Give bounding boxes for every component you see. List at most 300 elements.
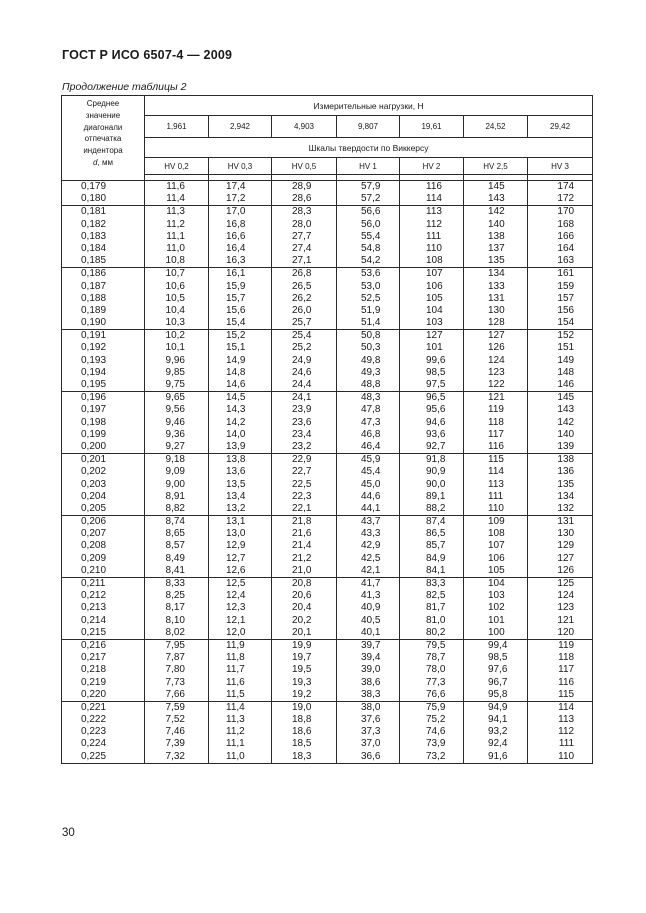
hardness-cell [464,206,528,268]
hardness-value: 123 [557,602,575,614]
hardness-value: 22,9 [292,454,312,466]
hardness-value: 7,59 [165,701,185,713]
hardness-value: 126 [557,564,575,576]
hardness-value: 136 [557,466,575,478]
table-row-group [62,268,593,330]
scale-label: HV 0,3 [209,158,272,175]
hardness-value: 117 [488,428,504,440]
hardness-value: 130 [557,528,575,540]
hardness-value: 87,4 [426,516,446,528]
hardness-value: 8,49 [165,552,185,564]
hardness-value: 14,8 [226,366,246,378]
diagonal-cell [62,268,145,330]
hardness-value: 118 [558,652,575,664]
hardness-value: 114 [426,193,442,205]
hardness-value: 13,1 [226,516,246,528]
hardness-value: 11,8 [226,652,245,664]
hardness-value: 48,3 [361,392,381,404]
hardness-value: 42,5 [361,552,381,564]
hardness-value: 40,5 [361,614,381,626]
hardness-value: 90,9 [426,466,446,478]
document-title: ГОСТ Р ИСО 6507-4 — 2009 [62,48,233,62]
hardness-value: 9,75 [165,379,185,390]
hardness-value: 20,4 [292,602,312,614]
diagonal-value: 0,218 [81,664,107,676]
hardness-value: 78,0 [426,664,446,676]
hardness-value: 56,0 [361,218,381,230]
hardness-value: 37,0 [361,738,381,750]
hardness-value: 156 [557,304,575,316]
hardness-value: 94,1 [488,714,508,726]
diagonal-value: 0,202 [81,466,107,478]
hardness-value: 44,6 [361,490,381,502]
diagonal-value: 0,198 [81,416,107,428]
hardness-value: 7,32 [165,750,185,762]
hardness-value: 10,7 [165,268,185,280]
hardness-value: 174 [557,181,575,192]
hardness-cell [272,454,337,516]
hardness-cell [464,454,528,516]
hardness-value: 42,1 [361,564,381,576]
hardness-value: 46,4 [361,440,381,452]
hardness-cell [209,639,272,701]
hardness-value: 10,2 [165,330,185,342]
table-row-group [62,516,593,578]
hardness-value: 45,9 [361,454,381,466]
hardness-value: 8,82 [165,502,185,514]
hardness-cell [528,206,593,268]
diagonal-value: 0,211 [81,578,106,589]
hardness-value: 12,7 [226,552,246,564]
hardness-value: 9,27 [165,440,185,452]
hardness-value: 11,0 [226,750,245,762]
hardness-value: 109 [488,516,505,528]
hardness-value: 105 [488,564,505,576]
hardness-value: 12,1 [226,614,246,626]
hardness-value: 93,6 [426,428,446,440]
hardness-value: 95,8 [488,688,508,700]
hardness-value: 27,1 [292,255,312,267]
hardness-value: 54,2 [361,255,381,267]
hardness-value: 52,5 [361,292,381,304]
hardness-cell [528,268,593,330]
hardness-value: 159 [557,280,575,292]
hardness-value: 38,3 [361,688,381,700]
hardness-value: 135 [488,255,505,267]
hardness-value: 121 [488,392,505,404]
hardness-value: 26,8 [292,268,312,280]
hardness-value: 84,9 [426,552,446,564]
hardness-value: 73,2 [426,750,446,762]
hardness-table [61,95,593,764]
hardness-value: 50,3 [361,342,381,354]
hardness-value: 13,5 [226,478,246,490]
hardness-value: 22,3 [292,490,312,502]
hardness-value: 132 [557,502,575,514]
hardness-value: 172 [557,193,575,205]
hardness-value: 15,9 [226,280,246,292]
hardness-value: 81,7 [426,602,446,614]
hardness-value: 22,5 [292,478,312,490]
hardness-cell [528,454,593,516]
hardness-value: 49,3 [361,366,381,378]
diagonal-value: 0,195 [81,379,107,390]
diagonal-value: 0,190 [81,317,107,329]
hardness-cell [528,181,593,206]
diagonal-cell [62,181,145,206]
diagonal-column-header: Среднее значение диагонали отпечатка индентора d, мм [62,96,145,181]
hardness-cell [209,330,272,392]
hardness-cell [272,639,337,701]
hardness-value: 18,8 [292,714,312,726]
hardness-value: 103 [488,590,505,602]
hardness-value: 8,91 [165,490,185,502]
diagonal-value: 0,204 [81,490,107,502]
hardness-value: 41,7 [361,578,381,589]
hardness-value: 9,96 [165,354,185,366]
hardness-value: 146 [557,379,575,390]
hardness-value: 107 [488,540,505,552]
hardness-value: 90,0 [426,478,446,490]
hardness-value: 49,8 [361,354,381,366]
hardness-value: 15,1 [226,342,246,354]
hardness-value: 23,2 [292,440,312,452]
hardness-cell [337,181,400,206]
hardness-value: 140 [557,428,575,440]
hardness-value: 16,8 [226,218,246,230]
hardness-value: 119 [488,404,504,416]
hardness-value: 143 [488,193,505,205]
hardness-value: 96,5 [426,392,446,404]
hardness-value: 28,6 [292,193,312,205]
diagonal-value: 0,193 [81,354,107,366]
hardness-value: 84,1 [426,564,446,576]
hardness-value: 8,33 [165,578,185,589]
hardness-value: 120 [557,626,575,638]
hardness-value: 17,4 [226,181,246,192]
hardness-value: 41,3 [361,590,381,602]
hardness-cell [209,206,272,268]
hardness-value: 127 [557,552,575,564]
diagonal-value: 0,206 [81,516,107,528]
diagonal-value: 0,185 [81,255,107,267]
diagonal-value: 0,200 [81,440,107,452]
hardness-value: 19,9 [292,639,312,651]
hardness-cell [272,330,337,392]
hardness-value: 38,6 [361,676,381,688]
hardness-value: 101 [426,342,443,354]
hardness-value: 10,3 [165,317,185,329]
diagonal-cell [62,516,145,578]
table-row-group [62,454,593,516]
diagonal-value: 0,215 [81,626,107,638]
load-value: 9,807 [337,116,400,138]
table-row-group [62,181,593,206]
diagonal-value: 0,181 [81,206,107,218]
hardness-value: 83,3 [426,578,446,589]
hardness-value: 145 [488,181,505,192]
hardness-value: 38,0 [361,701,381,713]
hardness-cell [272,701,337,763]
hardness-value: 103 [426,317,443,329]
hardness-value: 50,8 [361,330,381,342]
hardness-value: 166 [557,230,575,242]
hardness-value: 43,3 [361,528,381,540]
hardness-cell [464,516,528,578]
hardness-value: 19,5 [292,664,312,676]
hardness-cell [400,516,464,578]
hardness-value: 27,4 [292,242,312,254]
hardness-value: 47,3 [361,416,381,428]
hardness-value: 124 [488,354,505,366]
hardness-value: 11,1 [166,230,185,242]
hardness-value: 18,3 [292,750,312,762]
hardness-cell [272,268,337,330]
hardness-value: 57,9 [361,181,381,192]
diagonal-value: 0,187 [81,280,107,292]
hardness-cell [145,268,209,330]
hardness-value: 21,6 [292,528,312,540]
hardness-value: 21,4 [292,540,312,552]
hardness-value: 11,2 [226,726,245,738]
hardness-value: 126 [488,342,505,354]
loads-header: Измерительные нагрузки, Н [145,96,593,116]
hardness-value: 152 [557,330,575,342]
hardness-value: 7,80 [165,664,185,676]
hardness-value: 14,9 [226,354,246,366]
hardness-value: 88,2 [426,502,446,514]
hardness-value: 12,0 [226,626,246,638]
table-row-group [62,578,593,640]
hardness-value: 28,0 [292,218,312,230]
diagonal-value: 0,210 [81,564,107,576]
scale-label: HV 2 [400,158,464,175]
hardness-value: 8,74 [165,516,185,528]
scale-label: HV 2,5 [464,158,528,175]
hardness-cell [209,181,272,206]
hardness-value: 137 [488,242,505,254]
hardness-value: 127 [426,330,443,342]
hardness-value: 104 [488,578,505,589]
hardness-value: 13,4 [226,490,246,502]
hardness-value: 142 [557,416,575,428]
hardness-cell [272,206,337,268]
hardness-value: 92,4 [488,738,508,750]
hardness-value: 13,8 [226,454,246,466]
hardness-value: 11,0 [166,242,185,254]
load-value: 19,61 [400,116,464,138]
diagonal-value: 0,205 [81,502,107,514]
diagonal-value: 0,209 [81,552,107,564]
diagonal-cell [62,330,145,392]
hardness-value: 114 [488,466,504,478]
hardness-value: 26,0 [292,304,312,316]
hardness-value: 95,6 [426,404,446,416]
hardness-value: 9,18 [165,454,185,466]
hardness-cell [272,516,337,578]
hardness-value: 11,3 [166,206,185,218]
hardness-cell [337,701,400,763]
hardness-value: 124 [557,590,575,602]
diagonal-value: 0,207 [81,528,107,540]
diagonal-value: 0,191 [81,330,107,342]
hardness-value: 75,2 [426,714,446,726]
diagonal-value: 0,222 [81,714,107,726]
hardness-cell [209,516,272,578]
hardness-value: 8,65 [165,528,185,540]
hardness-cell [145,206,209,268]
hardness-cell [272,181,337,206]
diagonal-value: 0,203 [81,478,107,490]
hardness-cell [528,578,593,640]
hardness-value: 154 [557,317,575,329]
table-row-group [62,206,593,268]
diagonal-value: 0,194 [81,366,107,378]
hardness-value: 51,4 [361,317,381,329]
hardness-value: 142 [488,206,505,218]
hardness-value: 157 [557,292,575,304]
hardness-value: 104 [426,304,443,316]
hardness-value: 10,5 [165,292,185,304]
hardness-value: 14,2 [226,416,246,428]
hardness-value: 7,66 [165,688,185,700]
hardness-value: 13,2 [226,502,246,514]
hardness-value: 131 [557,516,575,528]
hardness-cell [528,701,593,763]
hardness-value: 10,6 [165,280,185,292]
hardness-value: 9,36 [165,428,185,440]
hardness-value: 14,5 [226,392,246,404]
hardness-value: 75,9 [426,701,446,713]
diagonal-value: 0,214 [81,614,107,626]
hardness-value: 24,9 [292,354,312,366]
hardness-value: 11,9 [226,639,245,651]
hardness-value: 11,1 [226,738,245,750]
hardness-value: 10,8 [165,255,185,267]
hardness-value: 24,4 [292,379,312,390]
diagonal-cell [62,206,145,268]
hardness-value: 74,6 [426,726,446,738]
hardness-cell [145,516,209,578]
hardness-value: 16,3 [226,255,246,267]
diagonal-value: 0,216 [81,639,107,651]
hardness-value: 82,5 [426,590,446,602]
hardness-cell [145,392,209,454]
hardness-cell [464,181,528,206]
hardness-value: 164 [557,242,575,254]
table-row-group [62,392,593,454]
hardness-value: 116 [488,440,504,452]
hardness-value: 56,6 [361,206,381,218]
hardness-value: 27,7 [292,230,312,242]
hardness-value: 45,0 [361,478,381,490]
hardness-value: 111 [488,490,504,502]
diagonal-value: 0,213 [81,602,107,614]
hardness-value: 110 [558,750,575,762]
hardness-cell [209,392,272,454]
load-value: 24,52 [464,116,528,138]
hardness-value: 76,6 [426,688,446,700]
table-row-group [62,330,593,392]
hardness-value: 102 [488,602,505,614]
diagonal-value: 0,186 [81,268,107,280]
diagonal-value: 0,196 [81,392,107,404]
hardness-cell [528,639,593,701]
diagonal-cell [62,454,145,516]
hardness-value: 20,1 [292,626,312,638]
scale-label: HV 1 [337,158,400,175]
hardness-value: 139 [557,440,575,452]
hardness-value: 9,00 [165,478,185,490]
hardness-value: 21,8 [292,516,312,528]
hardness-value: 25,2 [292,342,312,354]
hardness-value: 11,6 [166,181,185,192]
hardness-value: 12,6 [226,564,246,576]
hardness-value: 125 [557,578,575,589]
hardness-value: 8,17 [165,602,185,614]
hardness-cell [400,454,464,516]
diagonal-value: 0,183 [81,230,107,242]
hardness-value: 12,9 [226,540,246,552]
hardness-value: 96,7 [488,676,508,688]
hardness-cell [337,330,400,392]
hardness-value: 148 [557,366,575,378]
hardness-value: 131 [488,292,505,304]
load-value: 29,42 [528,116,593,138]
hardness-value: 19,0 [292,701,312,713]
hardness-value: 18,6 [292,726,312,738]
hardness-value: 11,7 [226,664,245,676]
hardness-value: 36,6 [361,750,381,762]
hardness-cell [145,454,209,516]
hardness-value: 113 [426,206,442,218]
scales-header: Шкалы твердости по Виккерсу [145,138,593,158]
hardness-cell [145,701,209,763]
hardness-value: 17,0 [226,206,246,218]
hardness-value: 8,41 [165,564,185,576]
hardness-value: 73,9 [426,738,446,750]
hardness-cell [464,268,528,330]
hardness-value: 105 [426,292,443,304]
hardness-cell [337,516,400,578]
hardness-value: 42,9 [361,540,381,552]
hardness-value: 16,6 [226,230,246,242]
hardness-value: 80,2 [426,626,446,638]
hardness-value: 94,9 [488,701,508,713]
hardness-value: 7,39 [165,738,185,750]
hardness-value: 7,52 [165,714,185,726]
diagonal-value: 0,225 [81,750,107,762]
hardness-value: 11,4 [226,701,245,713]
hardness-value: 108 [426,255,443,267]
scale-label: HV 3 [528,158,593,175]
hardness-value: 47,8 [361,404,381,416]
hardness-value: 115 [558,688,575,700]
hardness-value: 111 [558,738,575,750]
diagonal-cell [62,392,145,454]
hardness-value: 122 [488,379,505,390]
hardness-value: 21,2 [292,552,312,564]
diagonal-value: 0,192 [81,342,107,354]
hardness-value: 101 [488,614,505,626]
hardness-value: 11,6 [226,676,245,688]
hardness-cell [400,578,464,640]
hardness-cell [145,330,209,392]
hardness-value: 26,2 [292,292,312,304]
hardness-value: 118 [488,416,504,428]
hardness-value: 15,7 [226,292,246,304]
table-row-group [62,701,593,763]
